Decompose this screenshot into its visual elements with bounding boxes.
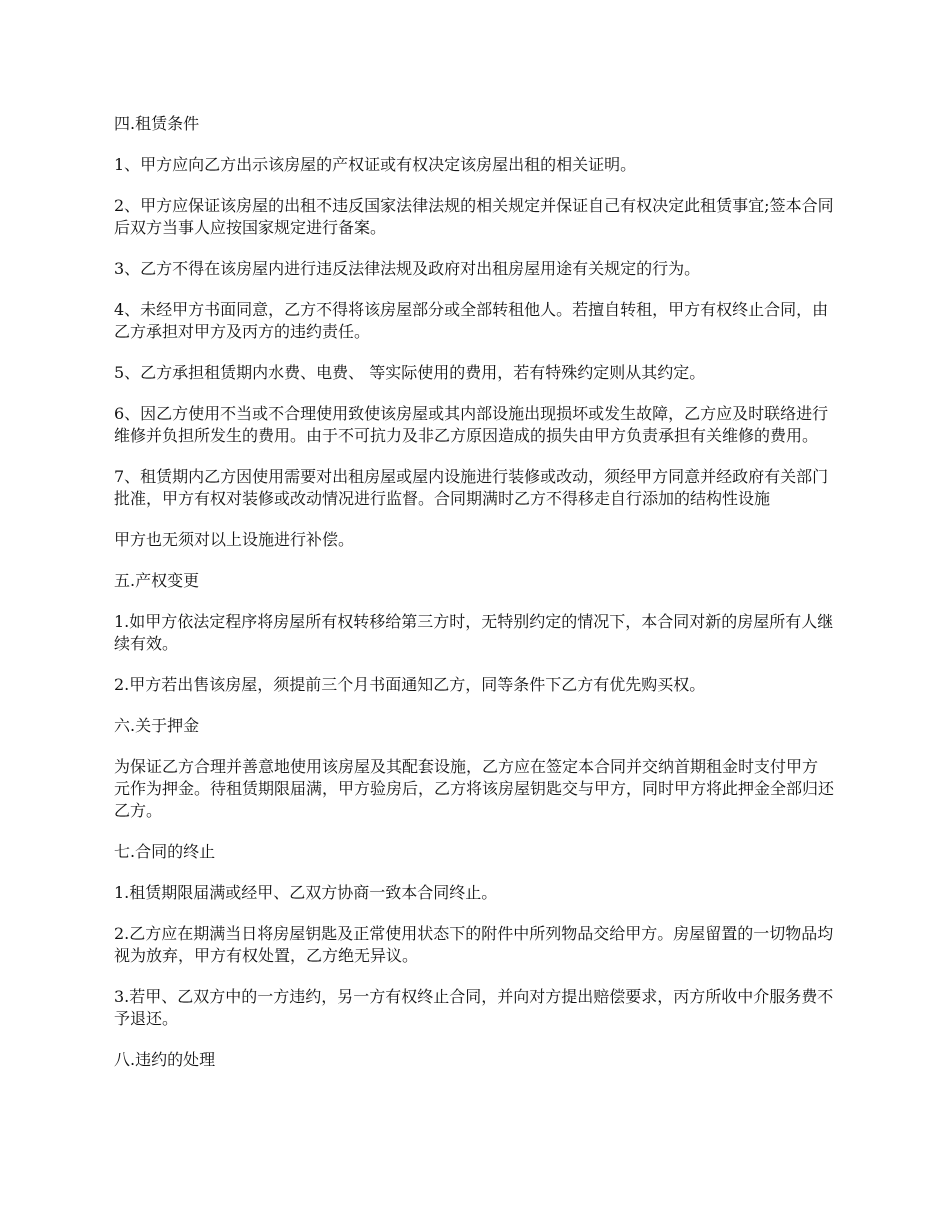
section-heading-lease-conditions: 四.租赁条件	[114, 114, 200, 133]
section-heading-breach-handling: 八.违约的处理	[114, 1050, 216, 1069]
clause-4-3: 3、乙方不得在该房屋内进行违反法律法规及政府对出租房屋用途有关规定的行为。	[114, 259, 701, 278]
clause-4-4: 4、未经甲方书面同意，乙方不得将该房屋部分或全部转租他人。若擅自转租，甲方有权终止合同，由乙方承担对甲方及丙方的违约责任。	[114, 300, 829, 341]
clause-5-2: 2.甲方若出售该房屋，须提前三个月书面通知乙方，同等条件下乙方有优先购买权。	[114, 675, 706, 694]
section-heading-termination: 七.合同的终止	[114, 842, 216, 861]
clause-4-7-continuation: 甲方也无须对以上设施进行补偿。	[114, 530, 355, 549]
clause-4-6: 6、因乙方使用不当或不合理使用致使该房屋或其内部设施出现损坏或发生故障，乙方应及时联络进行维修并负担所发生的费用。由于不可抗力及非乙方原因造成的损失由甲方负责承担有关维修的费用。	[114, 404, 829, 445]
clause-4-2: 2、甲方应保证该房屋的出租不违反国家法律法规的相关规定并保证自己有权决定此租赁事宜;签本合同后双方当事人应按国家规定进行备案。	[114, 196, 834, 237]
clause-7-1: 1.租赁期限届满或经甲、乙双方协商一致本合同终止。	[114, 883, 498, 902]
clause-6-deposit: 为保证乙方合理并善意地使用该房屋及其配套设施，乙方应在签定本合同并交纳首期租金时支付甲方 元作为押金。待租赁期限届满，甲方验房后，乙方将该房屋钥匙交与甲方，同时甲方将此押金全部归还乙方。	[114, 757, 835, 820]
clause-7-2: 2.乙方应在期满当日将房屋钥匙及正常使用状态下的附件中所列物品交给甲方。房屋留置的一切物品均视为放弃，甲方有权处置，乙方绝无异议。	[114, 924, 834, 965]
clause-4-7: 7、租赁期内乙方因使用需要对出租房屋或屋内设施进行装修或改动，须经甲方同意并经政府有关部门批准，甲方有权对装修或改动情况进行监督。合同期满时乙方不得移走自行添加的结构性设施	[114, 467, 829, 508]
clause-5-1: 1.如甲方依法定程序将房屋所有权转移给第三方时，无特别约定的情况下，本合同对新的房屋所有人继续有效。	[114, 612, 834, 653]
clause-7-3: 3.若甲、乙双方中的一方违约，另一方有权终止合同，并向对方提出赔偿要求，丙方所收中介服务费不予退还。	[114, 987, 834, 1028]
section-heading-deposit: 六.关于押金	[114, 716, 200, 735]
clause-4-5: 5、乙方承担租赁期内水费、电费、 等实际使用的费用，若有特殊约定则从其约定。	[114, 363, 706, 382]
clause-4-1: 1、甲方应向乙方出示该房屋的产权证或有权决定该房屋出租的相关证明。	[114, 155, 637, 174]
section-heading-ownership-change: 五.产权变更	[114, 571, 200, 590]
